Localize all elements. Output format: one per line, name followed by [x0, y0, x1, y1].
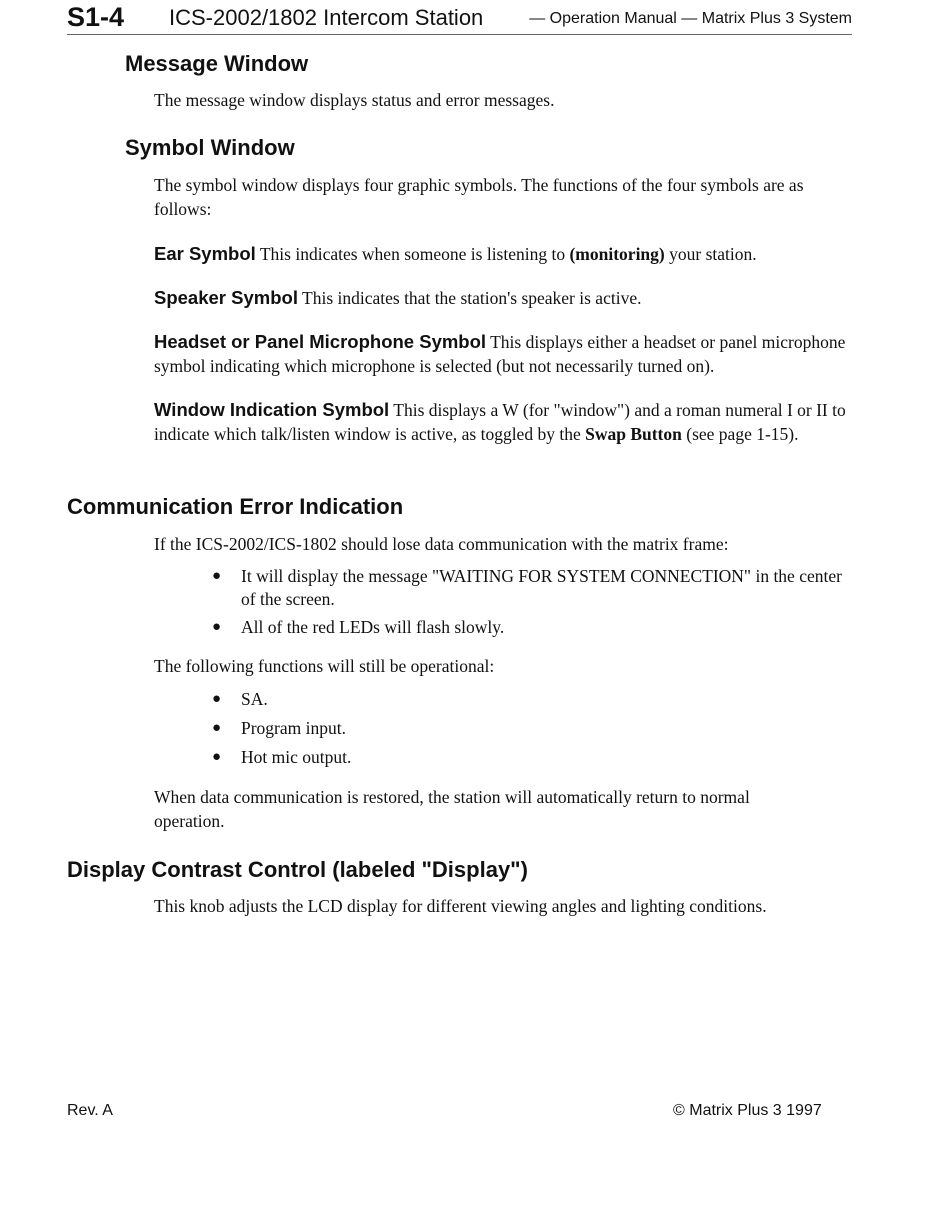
copyright-label: © Matrix Plus 3 1997	[673, 1102, 822, 1119]
page-header	[67, 0, 852, 35]
list-item-text: SA.	[241, 689, 268, 709]
list-item	[212, 616, 852, 639]
symbol-window-heading: Symbol Window	[125, 135, 295, 160]
comm-error-heading: Communication Error Indication	[67, 494, 404, 519]
restored-paragraph: When data communication is restored, the station will automatically return to normal operation.	[154, 787, 750, 831]
ear-symbol-text-end: your station.	[664, 244, 757, 264]
message-window-body: The message window displays status and error messages.	[154, 90, 555, 110]
headset-symbol-text: This displays either a headset or panel microphone symbol indicating which microphone is selected (but not necessarily turned on).	[154, 332, 846, 376]
speaker-symbol-text: This indicates that the station's speaker is active.	[297, 288, 642, 308]
comm-error-intro: If the ICS-2002/ICS-1802 should lose data communication with the matrix frame:	[154, 534, 729, 554]
bullet-icon: ●	[212, 749, 222, 765]
list-item-text: It will display the message "WAITING FOR SYSTEM CONNECTION" in the center of the screen.	[241, 566, 842, 609]
headset-symbol-term: Headset or Panel Microphone Symbol	[154, 331, 487, 352]
bullet-icon: ●	[212, 619, 222, 635]
symbol-window-intro: The symbol window displays four graphic symbols. The functions of the four symbols are as follows:	[154, 175, 804, 219]
speaker-symbol-paragraph	[154, 286, 854, 310]
list-item	[212, 746, 852, 769]
display-contrast-heading: Display Contrast Control (labeled "Display")	[67, 857, 528, 882]
list-item-text: All of the red LEDs will flash slowly.	[241, 617, 505, 637]
list-item-text: Program input.	[241, 718, 346, 738]
message-window-heading: Message Window	[125, 51, 309, 76]
ear-symbol-term: Ear Symbol	[154, 243, 256, 264]
window-indication-term: Window Indication Symbol	[154, 399, 390, 420]
revision-label: Rev. A	[67, 1102, 113, 1119]
headset-symbol-paragraph	[154, 330, 854, 378]
swap-button-reference: Swap Button	[585, 424, 682, 444]
window-indication-text-end: (see page 1-15).	[681, 424, 799, 444]
ear-symbol-paragraph	[154, 242, 854, 266]
document-title: ICS-2002/1802 Intercom Station	[169, 5, 484, 30]
window-indication-paragraph	[154, 398, 854, 446]
monitoring-emphasis: (monitoring)	[569, 244, 665, 264]
speaker-symbol-term: Speaker Symbol	[154, 287, 298, 308]
ear-symbol-text: This indicates when someone is listening to	[255, 244, 570, 264]
list-item	[212, 717, 852, 740]
document-subtitle: — Operation Manual — Matrix Plus 3 System	[529, 10, 852, 27]
list-item-text: Hot mic output.	[241, 747, 352, 767]
list-item	[212, 688, 852, 711]
bullet-icon: ●	[212, 568, 222, 584]
display-contrast-body: This knob adjusts the LCD display for different viewing angles and lighting conditions.	[154, 896, 767, 916]
list-item	[212, 565, 852, 611]
operational-intro: The following functions will still be operational:	[154, 656, 495, 676]
page-number: S1-4	[67, 2, 125, 32]
bullet-icon: ●	[212, 720, 222, 736]
bullet-icon: ●	[212, 691, 222, 707]
window-indication-text: This displays a W (for "window") and a roman numeral I or II to indicate which talk/listen window is active, as toggled by the	[154, 400, 846, 444]
